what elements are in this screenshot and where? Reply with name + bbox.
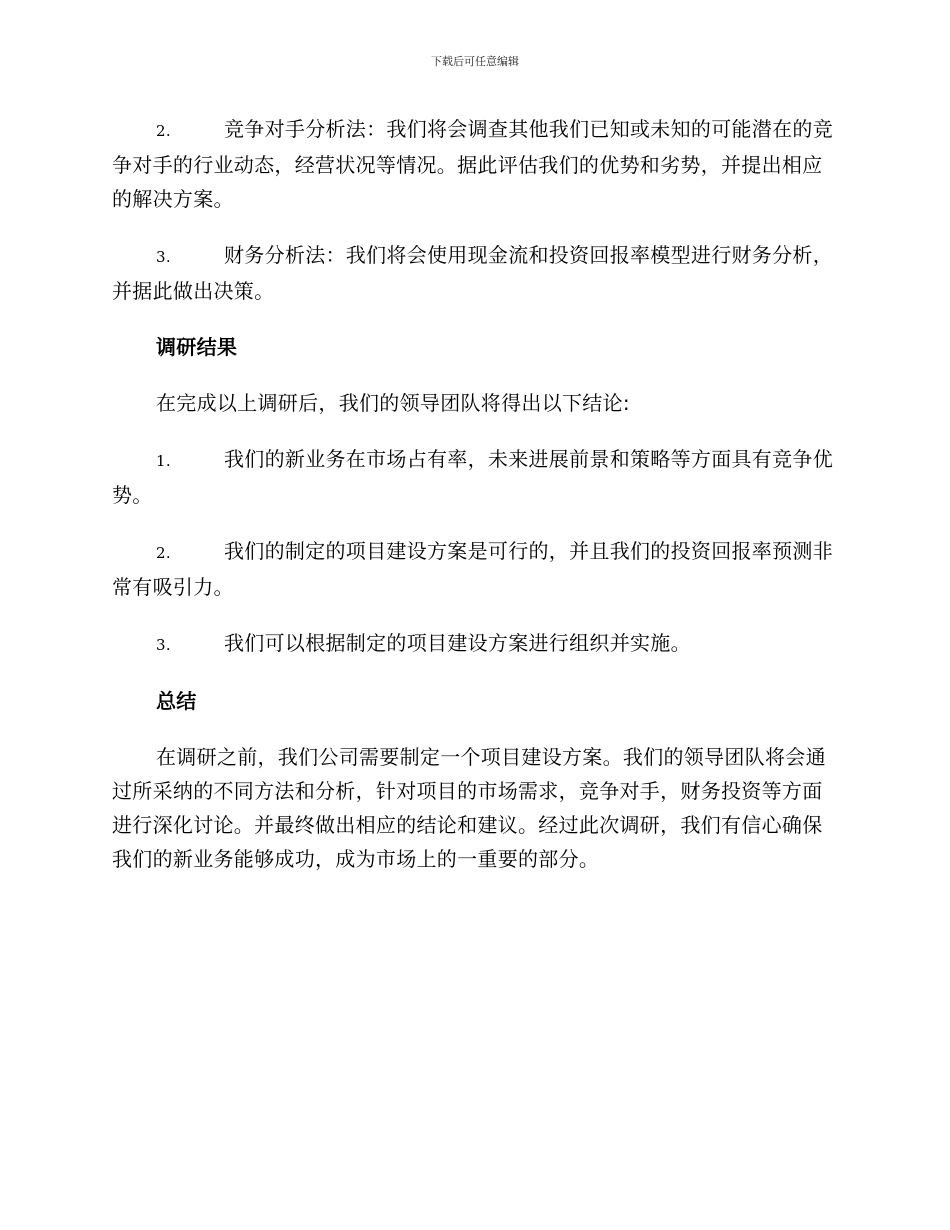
item-number: 2. [156,122,171,140]
item-number: 2. [156,544,171,562]
item-text: 我们可以根据制定的项目建设方案进行组织并实施。 [224,631,691,655]
item-text: 竞争对手分析法：我们将会调查其他我们已知或未知的可能潜在的竞争对手的行业动态，经营状况等情况。据此评估我们的优势和劣势，并提出相应的解决方案。 [112,117,833,211]
section-heading-summary: 总结 [156,689,197,713]
summary-paragraph: 在调研之前，我们公司需要制定一个项目建设方案。我们的领导团队将会通过所采纳的不同方法和分析，针对项目的市场需求，竞争对手，财务投资等方面进行深化讨论。并最终做出相应的结论和建议。经过此次调研，我们有信心确保我们的新业务能够成功，成为市场上的一重要的部分。 [112,745,826,871]
item-number: 3. [156,248,171,266]
method-item [112,112,834,216]
result-item [112,626,834,662]
document-body [112,112,834,898]
section-heading-results: 调研结果 [156,335,238,359]
item-text: 财务分析法：我们将会使用现金流和投资回报率模型进行财务分析，并据此做出决策。 [112,243,833,303]
method-item [112,238,834,308]
result-item [112,442,834,512]
item-number: 1. [156,452,171,470]
result-item [112,534,834,604]
item-text: 我们的制定的项目建设方案是可行的，并且我们的投资回报率预测非常有吸引力。 [112,539,833,599]
results-intro: 在完成以上调研后，我们的领导团队将得出以下结论: [156,391,630,415]
page-header: 下载后可任意编辑 [431,55,519,68]
item-text: 我们的新业务在市场占有率，未来进展前景和策略等方面具有竞争优势。 [112,447,833,507]
item-number: 3. [156,636,171,654]
